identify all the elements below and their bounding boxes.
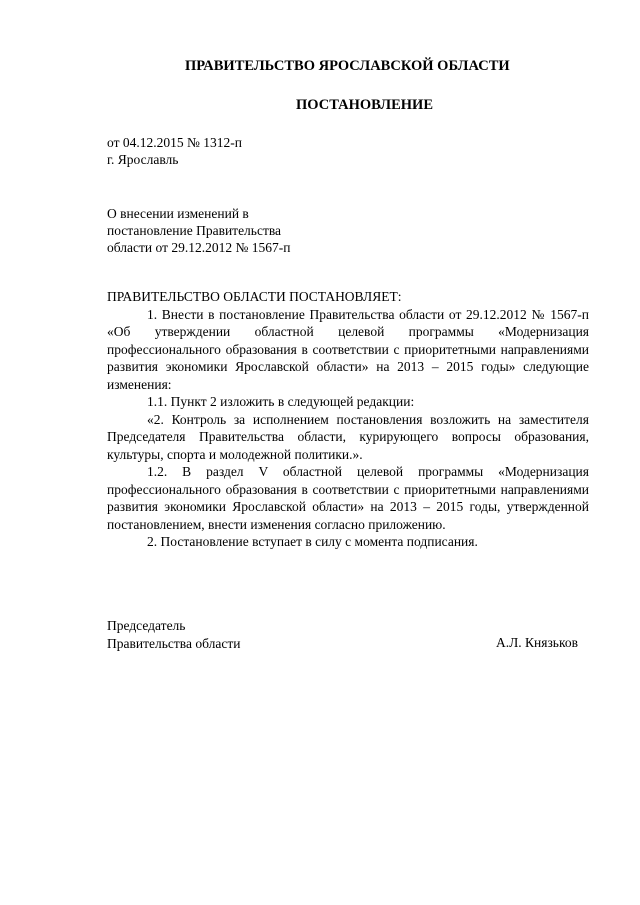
city-line: г. Ярославль — [107, 152, 179, 167]
paragraph-1: 1. Внести в постановление Правительства области от 29.12.2012 № 1567-п «Об утверждении областной целевой программы «Модернизация профессионального образования в соответствии с приоритетными направлениями развития экономики Ярославской области» на 2013 – 2015 годы» следующие изменения: — [107, 306, 589, 392]
paragraph-1-1-quote: «2. Контроль за исполнением постановления возложить на заместителя Председателя Правительства области, курирующего вопросы образования, культуры, спорта и молодежной политики.». — [107, 411, 589, 462]
signatory-title — [107, 617, 240, 652]
signatory-title-line-2: Правительства области — [107, 635, 241, 651]
preamble: ПРАВИТЕЛЬСТВО ОБЛАСТИ ПОСТАНОВЛЯЕТ: — [107, 289, 402, 304]
signatory-title-line-1: Председатель — [107, 618, 186, 633]
paragraph-2: 2. Постановление вступает в силу с момента подписания. — [147, 534, 478, 549]
paragraph-1-2: 1.2. В раздел V областной целевой программы «Модернизация профессионального образования в соответствии с приоритетными направлениями развития экономики Ярославской области» на 2013 – 2015 годы, утвержденной постановлением, внести изменения согласно приложению. — [107, 464, 589, 532]
subject-line-1: О внесении изменений в — [107, 206, 249, 221]
document-type-title: ПОСТАНОВЛЕНИЕ — [296, 97, 434, 113]
government-title: ПРАВИТЕЛЬСТВО ЯРОСЛАВСКОЙ ОБЛАСТИ — [185, 58, 510, 74]
decree-body — [107, 288, 589, 551]
date-number-line: от 04.12.2015 № 1312-п — [107, 135, 242, 150]
subject-line-3: области от 29.12.2012 № 1567-п — [107, 240, 291, 255]
paragraph-1-1: 1.1. Пункт 2 изложить в следующей редакции: — [147, 394, 415, 409]
signatory-name: А.Л. Князьков — [496, 635, 578, 650]
subject-line-2: постановление Правительства — [107, 223, 282, 238]
